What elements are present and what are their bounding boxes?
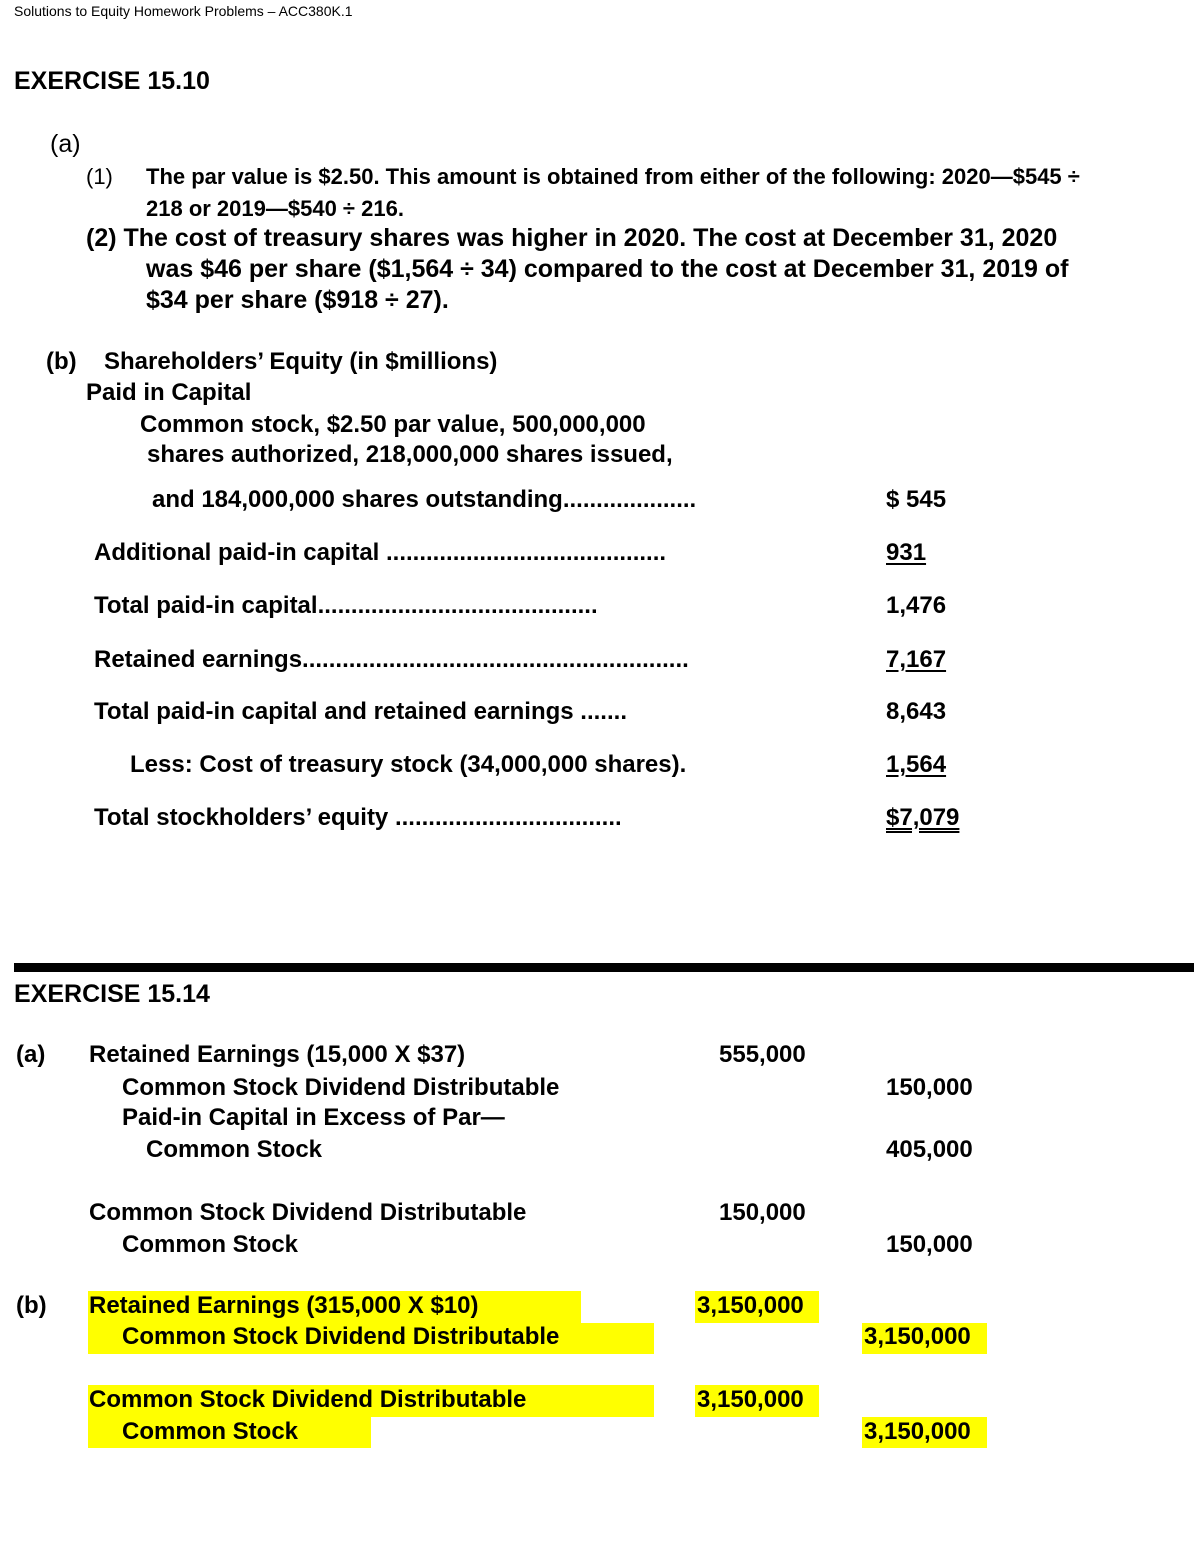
exercise-title-2: EXERCISE 15.14 (14, 980, 210, 1008)
part-a-label: (a) (50, 130, 81, 158)
journal-debit-amount: 555,000 (719, 1041, 806, 1068)
total-stockholders-equity-label: Total stockholders’ equity .................................. (94, 804, 622, 831)
journal-credit-amount: 150,000 (886, 1074, 973, 1101)
part-b-label: (b) (46, 348, 77, 375)
item-2-line-1: (2) The cost of treasury shares was higher in 2020. The cost at December 31, 2020 (86, 224, 1058, 252)
page-header: Solutions to Equity Homework Problems – ACC380K.1 (14, 3, 353, 19)
journal-credit-account: Common Stock Dividend Distributable (122, 1323, 560, 1350)
journal-debit-account: Common Stock Dividend Distributable (89, 1386, 527, 1413)
part-b-label-2: (b) (16, 1292, 47, 1319)
retained-earnings-value: 7,167 (886, 646, 947, 673)
journal-credit-amount: 3,150,000 (864, 1418, 971, 1445)
journal-credit-account: Common Stock (122, 1231, 299, 1258)
common-stock-line-2: shares authorized, 218,000,000 shares issued, (147, 441, 673, 468)
journal-credit-amount: 405,000 (886, 1136, 973, 1163)
total-paid-in-capital-label: Total paid-in capital.......................................... (94, 592, 598, 619)
journal-credit-account: Common Stock (146, 1136, 323, 1163)
paid-in-capital-heading: Paid in Capital (86, 379, 252, 406)
journal-credit-amount: 3,150,000 (864, 1323, 971, 1350)
journal-credit-account: Common Stock Dividend Distributable (122, 1074, 560, 1101)
journal-credit-amount: 150,000 (886, 1231, 973, 1258)
apic-label: Additional paid-in capital .......................................... (94, 539, 667, 566)
journal-credit-account: Common Stock (122, 1418, 299, 1445)
exercise-title: EXERCISE 15.10 (14, 67, 210, 95)
item-1-number: (1) (86, 164, 113, 189)
section-divider (14, 963, 1194, 972)
journal-debit-amount: 3,150,000 (697, 1386, 804, 1413)
item-2-line-2: was $46 per share ($1,564 ÷ 34) compared to the cost at December 31, 2019 of (146, 255, 1069, 283)
item-1-line-1: The par value is $2.50. This amount is obtained from either of the following: 2020—$545 ÷ (146, 164, 1080, 189)
journal-debit-account: Retained Earnings (15,000 X $37) (89, 1041, 466, 1068)
journal-credit-account: Paid-in Capital in Excess of Par— (122, 1104, 505, 1131)
retained-earnings-label: Retained earnings.......................................................... (94, 646, 689, 673)
item-1-line-2: 218 or 2019—$540 ÷ 216. (146, 196, 404, 221)
item-2-line-3: $34 per share ($918 ÷ 27). (146, 286, 449, 314)
treasury-stock-value: 1,564 (886, 751, 947, 778)
total-paid-in-capital-value: 1,476 (886, 592, 947, 619)
treasury-stock-label: Less: Cost of treasury stock (34,000,000 shares). (130, 751, 687, 778)
journal-debit-account: Common Stock Dividend Distributable (89, 1199, 527, 1226)
part-a-label-2: (a) (16, 1041, 46, 1068)
common-stock-line-1: Common stock, $2.50 par value, 500,000,000 (140, 411, 646, 438)
total-pic-re-label: Total paid-in capital and retained earnings ....... (94, 698, 627, 725)
journal-debit-amount: 150,000 (719, 1199, 806, 1226)
equity-section-title: Shareholders’ Equity (in $millions) (104, 348, 498, 375)
journal-debit-account: Retained Earnings (315,000 X $10) (89, 1292, 479, 1319)
journal-debit-amount: 3,150,000 (697, 1292, 804, 1319)
common-stock-line-3: and 184,000,000 shares outstanding.................... (152, 486, 697, 513)
apic-value: 931 (886, 539, 927, 566)
common-stock-value: $ 545 (886, 486, 947, 513)
total-pic-re-value: 8,643 (886, 698, 947, 725)
total-stockholders-equity-value: $7,079 (886, 804, 960, 831)
